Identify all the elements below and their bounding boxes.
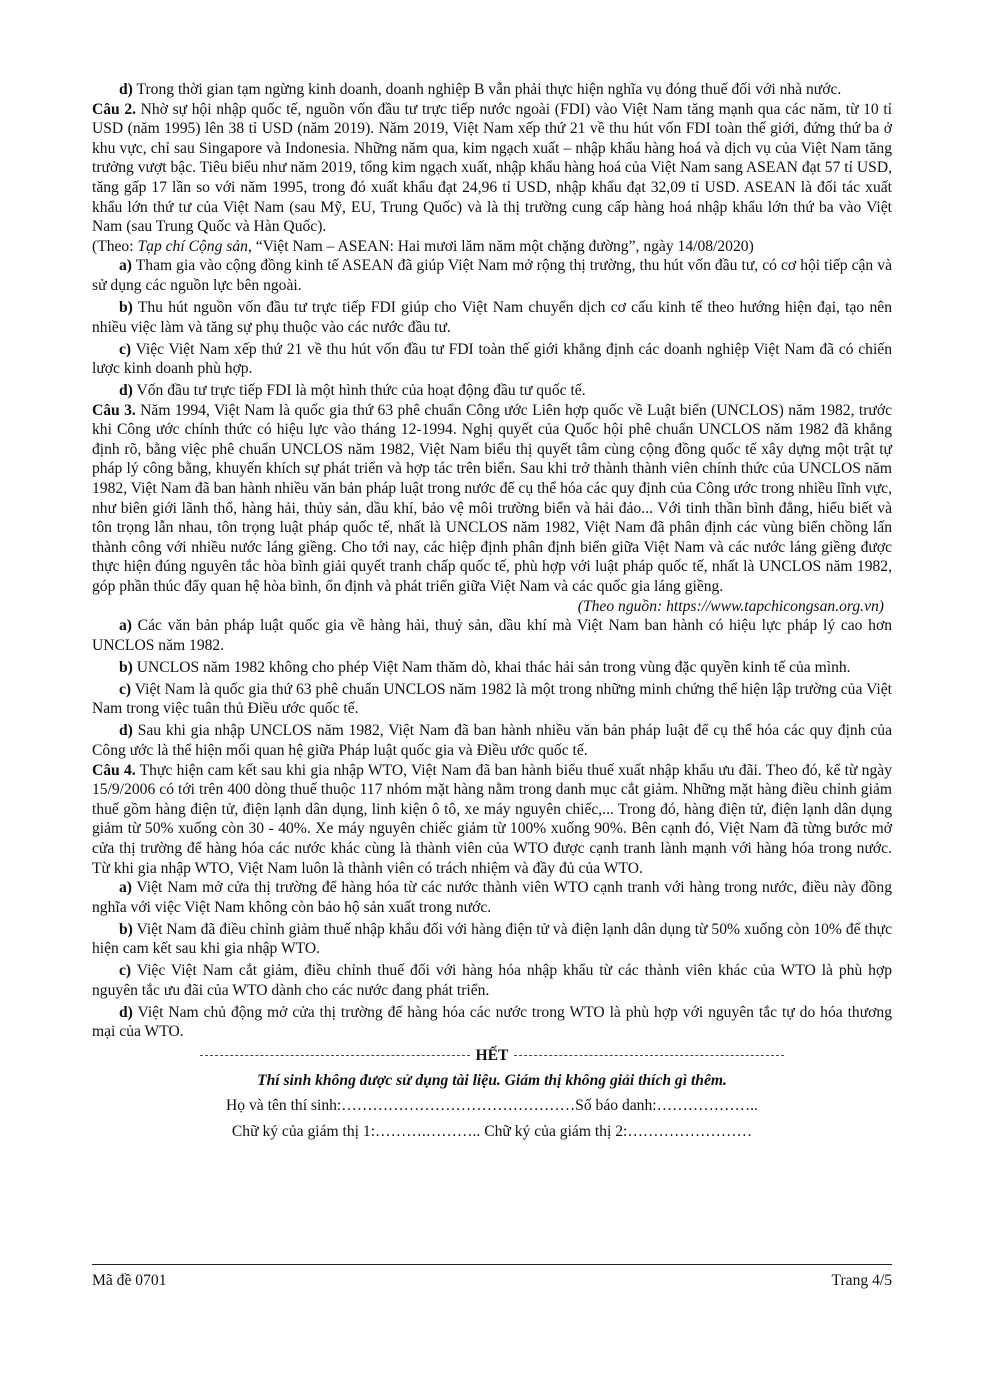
- answer-text: Các văn bản pháp luật quốc gia về hàng hải, thuỷ sản, dầu khí mà Việt Nam ban hành có hiệu lực pháp lý cao hơn UNCLOS năm 1982.: [92, 617, 892, 654]
- q4-answer-d: [92, 1003, 892, 1042]
- footer-divider: [92, 1264, 892, 1265]
- question-label: Câu 4.: [92, 761, 136, 779]
- end-dash-right: [514, 1055, 784, 1056]
- supervisor-signature-line: Chữ ký của giám thị 1:……….……….. Chữ ký của giám thị 2:……………………: [231, 1122, 753, 1140]
- exam-note: Thí sinh không được sử dụng tài liệu. Giám thị không giải thích gì thêm.: [257, 1071, 727, 1089]
- answer-text: Việt Nam là quốc gia thứ 63 phê chuẩn UNCLOS năm 1982 là một trong những minh chứng thể hiện lập trường của Việt Nam trong việc tuân thủ Điều ước quốc tế.: [92, 680, 892, 718]
- passage-text: Nhờ sự hội nhập quốc tế, nguồn vốn đầu tư trực tiếp nước ngoài (FDI) vào Việt Nam tăng mạnh qua các năm, từ 10 tỉ USD (năm 1995) lên 38 tỉ USD (năm 2019). Năm 2019, Việt Nam xếp thứ 21 về thu hút vốn FDI toàn thế giới, đứng thứ ba ở khu vực, chỉ sau Singapore và Indonesia. Những năm qua, kim ngạch xuất – nhập khẩu hàng hoá và dịch vụ của Việt Nam tăng trưởng vượt bậc. Tiêu biểu như năm 2019, tổng kim ngạch xuất, nhập khẩu hàng hoá của Việt Nam sang ASEAN đạt 57 tỉ USD, tăng gấp 17 lần so với năm 1995, trong đó xuất khẩu đạt 24,96 tỉ USD, nhập khẩu đạt 32,09 tỉ USD. ASEAN là đối tác xuất khẩu lớn thứ tư của Việt Nam (sau Mỹ, EU, Trung Quốc) và là thị trường cung cấp hàng hoá nhập khẩu lớn thứ ba vào Việt Nam (sau Trung Quốc và Hàn Quốc).: [92, 100, 892, 236]
- q2-answer-c: [92, 340, 892, 379]
- q3-passage: [92, 401, 892, 597]
- answer-text: Thu hút nguồn vốn đầu tư trực tiếp FDI giúp cho Việt Nam chuyển dịch cơ cấu kinh tế theo hướng hiện đại, tạo nên nhiều việc làm và tăng sự phụ thuộc vào các nước đầu tư.: [92, 298, 892, 336]
- answer-label: b): [119, 920, 133, 938]
- answer-text: Việc Việt Nam cắt giảm, điều chỉnh thuế đối với hàng hóa nhập khẩu từ các thành viên khác của WTO là phù hợp nguyên tắc ưu đãi của WTO dành cho các nước đang phát triển.: [92, 962, 892, 999]
- answer-text: UNCLOS năm 1982 không cho phép Việt Nam thăm dò, khai thác hải sản trong vùng đặc quyền kinh tế của mình.: [132, 658, 851, 676]
- answer-label: c): [119, 680, 132, 698]
- q4-answer-c: [92, 961, 892, 1000]
- q4-answer-a: [92, 878, 892, 917]
- q3-answer-b: [92, 658, 892, 678]
- q3-answer-c: [92, 680, 892, 719]
- answer-label: c): [119, 340, 132, 358]
- candidate-info-line: Họ và tên thí sinh:………………………………………Số báo danh:………………..: [226, 1097, 758, 1115]
- answer-label: c): [119, 962, 132, 980]
- q3-answer-a: [92, 616, 892, 655]
- answer-label: a): [119, 617, 132, 635]
- answer-text: Tham gia vào cộng đồng kinh tế ASEAN đã giúp Việt Nam mở rộng thị trường, thu hút vốn đầu tư, có cơ hội tiếp cận và sử dụng các nguồn lực bên ngoài.: [92, 257, 892, 294]
- q2-passage: [92, 100, 892, 237]
- q2-source: (Theo: Tạp chí Cộng sản, “Việt Nam – ASEAN: Hai mươi lăm năm một chặng đường”, ngày 14/08/2020): [92, 237, 754, 255]
- q3-source: (Theo nguồn: https://www.tapchicongsan.org.vn): [577, 597, 884, 615]
- answer-text: Việt Nam chủ động mở cửa thị trường để hàng hóa các nước trong WTO là phù hợp với nguyên tắc tự do hóa thương mại của WTO.: [92, 1003, 892, 1041]
- answer-text: Vốn đầu tư trực tiếp FDI là một hình thức của hoạt động đầu tư quốc tế.: [132, 382, 586, 400]
- answer-label: b): [119, 298, 133, 316]
- answer-label: a): [119, 257, 132, 275]
- answer-text: Việc Việt Nam xếp thứ 21 về thu hút vốn đầu tư FDI toàn thế giới khẳng định các doanh nghiệp Việt Nam đã có chiến lược kinh doanh phù hợp.: [92, 340, 892, 378]
- answer-label: b): [119, 658, 133, 676]
- end-dash-left: [200, 1055, 470, 1056]
- passage-text: Năm 1994, Việt Nam là quốc gia thứ 63 phê chuẩn Công ước Liên hợp quốc về Luật biển (UNCLOS) năm 1982, trước khi Công ước chính thức có hiệu lực vào tháng 12-1994. Nghị quyết của Quốc hội phê chuẩn UNCLOS năm 1982 đã khẳng định rõ, bằng việc phê chuẩn UNCLOS năm 1982, Việt Nam biểu thị quyết tâm cùng cộng đồng quốc tế xây dựng một trật tự pháp lý công bằng, khuyến khích sự phát triển và hợp tác trên biển. Sau khi trở thành thành viên chính thức của UNCLOS năm 1982, Việt Nam đã ban hành nhiều văn bản pháp luật trong nước để cụ thể hóa các quy định của Công ước trong nhiều lĩnh vực, như biên giới lãnh thổ, hàng hải, thủy sản, dầu khí, bảo vệ môi trường biển và hải đảo... Với tinh thần bình đẳng, hiểu biết và tôn trọng lẫn nhau, tôn trọng luật pháp quốc tế, nhất là UNCLOS năm 1982, Việt Nam đã phân định các vùng biển chồng lấn thành công với nhiều nước láng giềng. Cho tới nay, các hiệp định phân định biển giữa Việt Nam và các nước láng giềng được thực hiện đúng nguyên tắc hòa bình giải quyết tranh chấp quốc tế, phù hợp với luật pháp quốc tế, nhất là UNCLOS năm 1982, góp phần thúc đẩy quan hệ hòa bình, ổn định và phát triển giữa Việt Nam và các quốc gia láng giềng.: [92, 401, 893, 596]
- q2-answer-a: [92, 256, 892, 295]
- answer-label: d): [119, 81, 133, 98]
- page-content: [92, 80, 892, 1141]
- q2-answer-b: [92, 298, 892, 337]
- source-journal: Tạp chí Cộng sản: [137, 237, 248, 255]
- answer-label: a): [119, 879, 132, 897]
- answer-text: Trong thời gian tạm ngừng kinh doanh, doanh nghiệp B vẫn phải thực hiện nghĩa vụ đóng thuế đối với nhà nước.: [132, 81, 842, 98]
- q3-answer-d: [92, 721, 892, 760]
- exam-code: Mã đề 0701: [92, 1272, 167, 1289]
- page-number: Trang 4/5: [831, 1272, 892, 1289]
- answer-label: d): [119, 382, 133, 400]
- answer-label: d): [119, 1003, 133, 1021]
- q2-answer-d: [92, 381, 892, 401]
- question-label: Câu 2.: [92, 100, 137, 118]
- end-divider: [92, 1046, 892, 1066]
- answer-text: Việt Nam đã điều chỉnh giảm thuế nhập khẩu đối với hàng điện tử và điện lạnh dân dụng từ 50% xuống còn 10% để thực hiện cam kết sau khi gia nhập WTO.: [92, 920, 892, 958]
- answer-text: Việt Nam mở cửa thị trường để hàng hóa từ các nước thành viên WTO cạnh tranh với hàng trong nước, điều này đồng nghĩa với việc Việt Nam không còn bảo hộ sản xuất trong nước.: [92, 879, 892, 916]
- end-word: HẾT: [475, 1047, 509, 1065]
- question-label: Câu 3.: [92, 401, 136, 419]
- q4-passage: [92, 761, 892, 879]
- q1-answer-d: [92, 80, 892, 100]
- answer-text: Sau khi gia nhập UNCLOS năm 1982, Việt Nam đã ban hành nhiều văn bản pháp luật để cụ thể hóa các quy định của Công ước là thể hiện mối quan hệ giữa Pháp luật quốc gia và Điều ước quốc tế.: [92, 722, 892, 759]
- q4-answer-b: [92, 920, 892, 959]
- passage-text: Thực hiện cam kết sau khi gia nhập WTO, Việt Nam đã ban hành biểu thuế xuất nhập khẩu ưu đãi. Theo đó, kể từ ngày 15/9/2006 có tới trên 400 dòng thuế thuộc 117 nhóm mặt hàng nằm trong danh mục cắt giảm. Những mặt hàng điều chỉnh giảm thuế gồm hàng điện tử, điện lạnh dân dụng, linh kiện ô tô, xe máy nguyên chiếc,... Trong đó, hàng điện tử, điện lạnh dân dụng giảm từ 50% xuống còn 30 - 40%. Xe máy nguyên chiếc giảm từ 100% xuống 90%. Bên cạnh đó, Việt Nam đã từng bước mở cửa thị trường để hàng hóa các nước khác cùng là thành viên của WTO được cạnh tranh lành mạnh với hàng hóa trong nước. Từ khi gia nhập WTO, Việt Nam luôn là thành viên có trách nhiệm và đầy đủ của WTO.: [92, 761, 892, 877]
- answer-label: d): [119, 722, 133, 740]
